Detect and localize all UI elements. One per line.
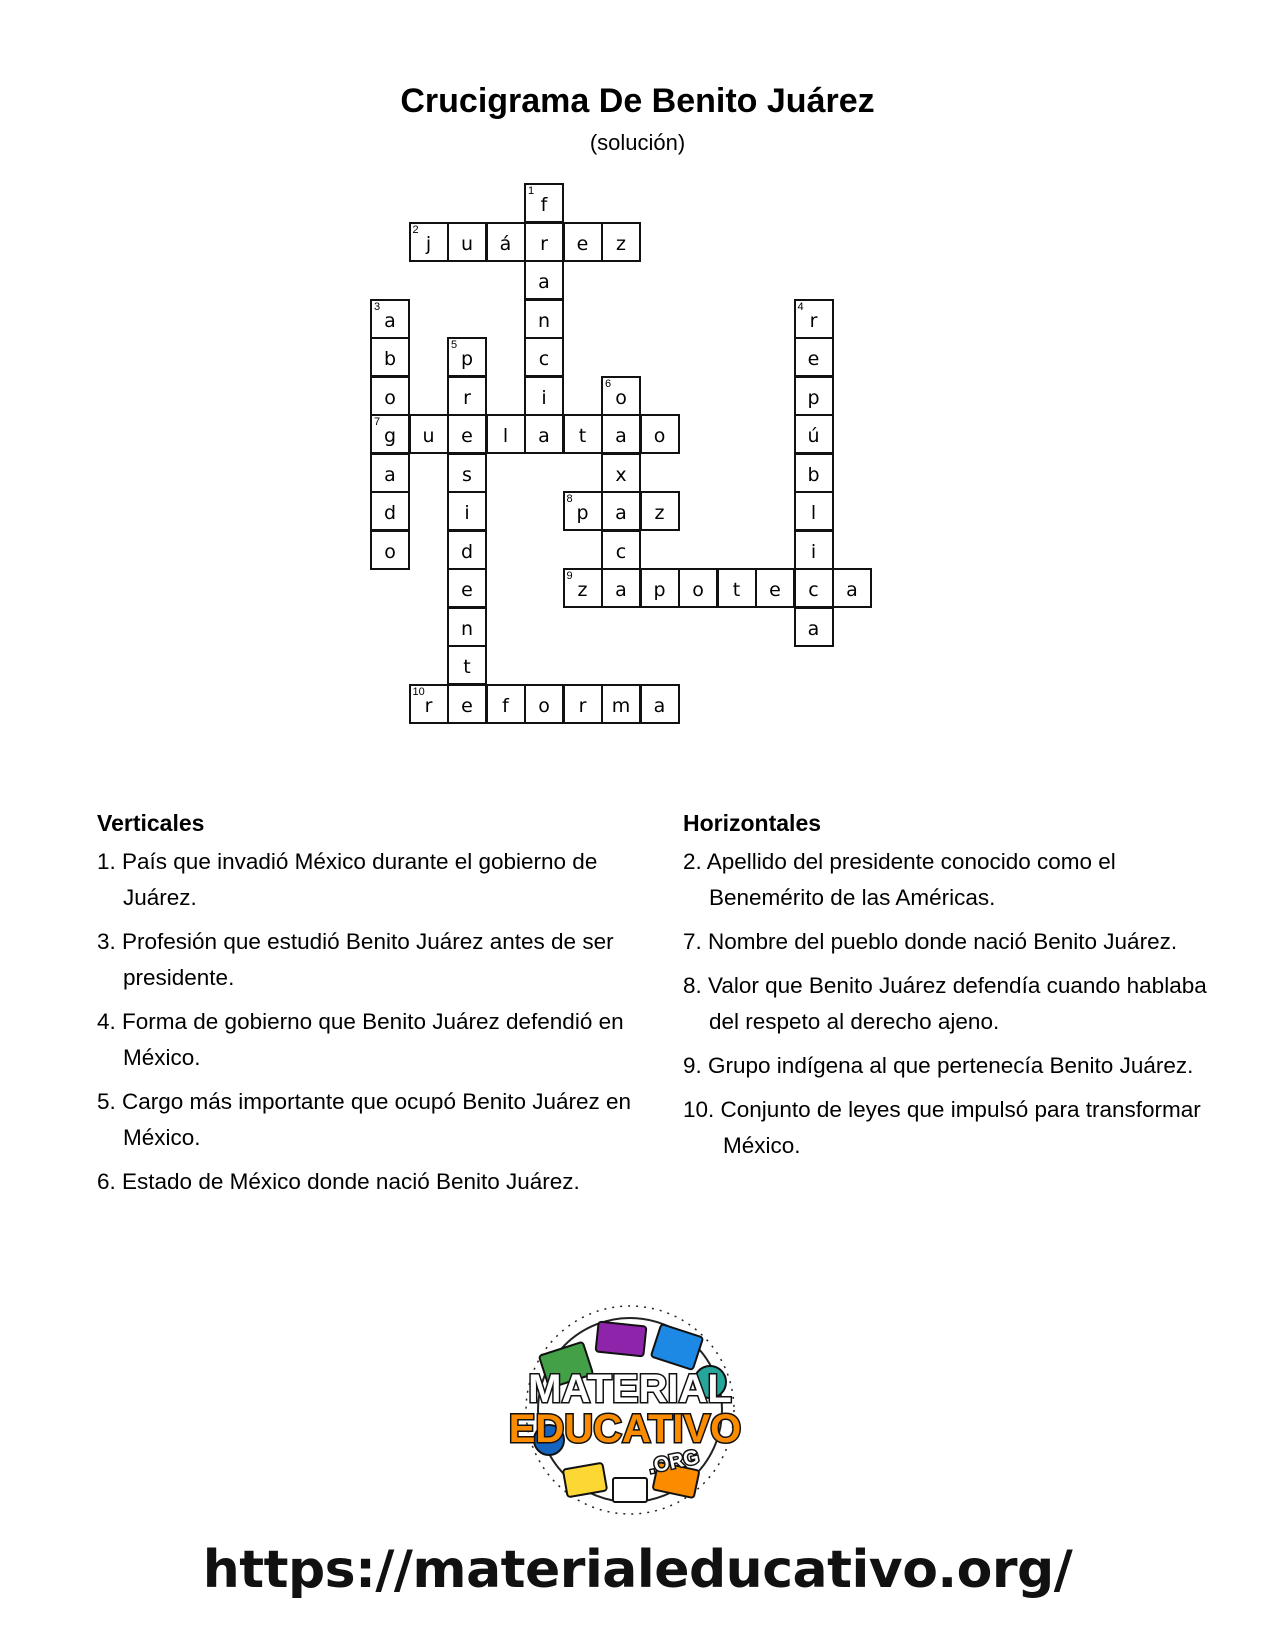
cell-letter: u bbox=[422, 425, 435, 447]
crossword-cell bbox=[524, 376, 564, 416]
crossword-cell bbox=[601, 453, 641, 493]
crossword-cell bbox=[486, 414, 526, 454]
crossword-cell bbox=[678, 568, 718, 608]
cell-letter: á bbox=[499, 232, 512, 255]
crossword-cell bbox=[370, 299, 410, 339]
logo-text-org: .ORG bbox=[646, 1446, 702, 1479]
cell-letter: a bbox=[653, 694, 666, 717]
cell-letter: s bbox=[462, 463, 472, 486]
cell-letter: e bbox=[461, 425, 473, 447]
cell-letter: c bbox=[538, 348, 550, 370]
crossword-cell bbox=[524, 684, 564, 724]
footer-url: https://materialeducativo.org/ bbox=[202, 1540, 1073, 1600]
cell-letter: t bbox=[463, 656, 471, 678]
cell-number: 3 bbox=[374, 300, 381, 313]
crossword-cell bbox=[601, 491, 641, 531]
clue-vertical-5: 5. Cargo más importante que ocupó Benito Juárez en México. bbox=[97, 1089, 632, 1150]
crossword-cell bbox=[601, 414, 641, 454]
crossword-cell bbox=[794, 530, 834, 570]
cell-number: 10 bbox=[412, 685, 425, 698]
crossword-cell bbox=[755, 568, 795, 608]
crossword-cell bbox=[409, 414, 449, 454]
cell-number: 6 bbox=[605, 377, 612, 390]
crossword-cell bbox=[601, 530, 641, 570]
horizontales-section bbox=[683, 808, 1223, 1172]
cell-letter: e bbox=[461, 579, 473, 601]
cell-letter: d bbox=[383, 502, 397, 524]
crossword-cell bbox=[447, 414, 487, 454]
cell-letter: c bbox=[615, 540, 627, 563]
cell-letter: p bbox=[653, 579, 666, 601]
cell-letter: a bbox=[615, 425, 627, 447]
crossword-cell bbox=[524, 222, 564, 262]
cell-number: 2 bbox=[412, 223, 419, 236]
cell-letter: r bbox=[809, 309, 818, 332]
cell-letter: b bbox=[807, 463, 820, 486]
crossword-cell bbox=[447, 568, 487, 608]
cell-letter: l bbox=[502, 425, 509, 447]
crossword-cell bbox=[524, 183, 564, 223]
cell-letter: u bbox=[460, 232, 474, 255]
crossword-cell bbox=[640, 414, 680, 454]
crossword-cell bbox=[563, 568, 603, 608]
crossword-cell bbox=[601, 684, 641, 724]
cell-letter: a bbox=[846, 579, 858, 601]
cell-letter: p bbox=[576, 502, 589, 524]
clue-horizontal-9: 9. Grupo indígena al que pertenecía Benito Juárez. bbox=[683, 1053, 1194, 1078]
crossword-cell bbox=[370, 337, 410, 377]
crossword-cell bbox=[409, 222, 449, 262]
cell-number: 9 bbox=[566, 570, 573, 582]
cell-letter: e bbox=[576, 232, 589, 255]
crossword-cell bbox=[447, 337, 487, 377]
crossword-cell bbox=[563, 684, 603, 724]
crossword-cell bbox=[370, 453, 410, 493]
horizontales-heading: Horizontales bbox=[683, 810, 822, 836]
crossword-cell bbox=[794, 491, 834, 531]
clue-horizontal-2: 2. Apellido del presidente conocido como el Benemérito de las Américas. bbox=[683, 849, 1116, 910]
crossword-cell bbox=[794, 376, 834, 416]
cell-letter: ú bbox=[807, 425, 820, 447]
cell-letter: r bbox=[424, 694, 433, 717]
material-educativo-logo bbox=[505, 1290, 755, 1530]
cell-letter: a bbox=[384, 463, 396, 486]
crossword-cell bbox=[486, 684, 526, 724]
cell-number: 5 bbox=[451, 339, 458, 351]
cell-number: 4 bbox=[797, 300, 804, 313]
crossword-cell bbox=[563, 222, 603, 262]
cell-letter: t bbox=[732, 579, 741, 601]
cell-letter: g bbox=[383, 425, 397, 447]
crossword-cell bbox=[524, 414, 564, 454]
page-title: Crucigrama De Benito Juárez bbox=[400, 82, 875, 120]
cell-letter: a bbox=[615, 579, 627, 601]
crossword-cell bbox=[447, 607, 487, 647]
crossword-cell bbox=[370, 414, 410, 454]
cell-letter: m bbox=[611, 694, 631, 717]
cell-letter: a bbox=[807, 617, 820, 640]
crossword-cell bbox=[370, 376, 410, 416]
crossword-cell bbox=[370, 491, 410, 531]
cell-letter: a bbox=[615, 502, 627, 524]
crossword-cell bbox=[601, 222, 641, 262]
clue-vertical-4: 4. Forma de gobierno que Benito Juárez defendió en México. bbox=[97, 1009, 624, 1070]
cell-letter: j bbox=[425, 232, 432, 255]
cell-letter: a bbox=[384, 309, 396, 332]
cell-letter: r bbox=[578, 694, 587, 717]
crossword-cell bbox=[794, 299, 834, 339]
crossword-cell bbox=[447, 530, 487, 570]
crossword-cell bbox=[486, 222, 526, 262]
crossword-cell bbox=[447, 684, 487, 724]
crossword-cell bbox=[832, 568, 872, 608]
crossword-cell bbox=[717, 568, 757, 608]
crossword-cell bbox=[794, 414, 834, 454]
crossword-cell bbox=[794, 337, 834, 377]
cell-letter: d bbox=[460, 540, 474, 563]
crossword-cell bbox=[524, 337, 564, 377]
cell-letter: o bbox=[384, 540, 396, 563]
cell-letter: f bbox=[502, 694, 509, 717]
cell-letter: p bbox=[807, 386, 820, 409]
cell-letter: o bbox=[384, 386, 396, 409]
cell-letter: n bbox=[460, 617, 474, 640]
crossword-cell bbox=[563, 414, 603, 454]
crossword-cell bbox=[447, 491, 487, 531]
cell-letter: z bbox=[577, 579, 588, 601]
crossword-cell bbox=[794, 607, 834, 647]
crossword-cell bbox=[370, 530, 410, 570]
crossword-cell bbox=[640, 568, 680, 608]
verticales-heading: Verticales bbox=[97, 810, 205, 836]
cell-letter: n bbox=[537, 309, 551, 332]
crossword-cell bbox=[601, 376, 641, 416]
crossword-cell bbox=[409, 684, 449, 724]
page-subtitle: (solución) bbox=[589, 130, 686, 155]
cell-letter: z bbox=[616, 232, 626, 255]
crossword-cell bbox=[524, 260, 564, 300]
cell-letter: o bbox=[538, 694, 550, 717]
cell-number: 8 bbox=[566, 493, 573, 505]
crossword-cell bbox=[794, 568, 834, 608]
cell-letter: r bbox=[463, 386, 471, 409]
cell-letter: c bbox=[808, 579, 819, 601]
crossword-cell bbox=[447, 645, 487, 685]
cell-number: 1 bbox=[528, 185, 535, 197]
logo-text-educativo: EDUCATIVO bbox=[508, 1407, 742, 1451]
cell-letter: e bbox=[769, 579, 781, 601]
cell-number: 7 bbox=[374, 416, 381, 428]
clue-horizontal-10: 10. Conjunto de leyes que impulsó para transformar México. bbox=[683, 1097, 1201, 1158]
clue-horizontal-8: 8. Valor que Benito Juárez defendía cuando hablaba del respeto al derecho ajeno. bbox=[683, 973, 1207, 1034]
cell-letter: i bbox=[464, 502, 470, 524]
crossword-cell bbox=[524, 299, 564, 339]
crossword-cell bbox=[447, 453, 487, 493]
cell-letter: z bbox=[654, 502, 665, 524]
crossword-cell bbox=[640, 684, 680, 724]
cell-letter: l bbox=[810, 502, 817, 524]
cell-letter: o bbox=[653, 425, 666, 447]
cell-letter: a bbox=[538, 271, 550, 293]
cell-letter: a bbox=[538, 425, 550, 447]
crossword-cell bbox=[563, 491, 603, 531]
cell-letter: t bbox=[578, 425, 587, 447]
cell-letter: e bbox=[807, 348, 820, 370]
verticales-section bbox=[97, 808, 637, 1208]
clue-vertical-3: 3. Profesión que estudió Benito Juárez antes de ser presidente. bbox=[97, 929, 614, 990]
clue-horizontal-7: 7. Nombre del pueblo donde nació Benito Juárez. bbox=[683, 929, 1178, 954]
cell-letter: e bbox=[461, 694, 473, 717]
cell-letter: i bbox=[810, 540, 817, 563]
cell-letter: x bbox=[615, 463, 627, 486]
crossword-cell bbox=[447, 376, 487, 416]
cell-letter: p bbox=[460, 348, 474, 370]
cell-letter: r bbox=[540, 232, 548, 255]
cell-letter: i bbox=[541, 386, 547, 409]
crossword-cell bbox=[640, 491, 680, 531]
clue-vertical-1: 1. País que invadió México durante el gobierno de Juárez. bbox=[97, 849, 598, 910]
crossword-cell bbox=[447, 222, 487, 262]
crossword-cell bbox=[794, 453, 834, 493]
cell-letter: o bbox=[615, 386, 627, 409]
cell-letter: o bbox=[692, 579, 704, 601]
cell-letter: f bbox=[540, 194, 548, 216]
logo-text-material: MATERIAL bbox=[528, 1367, 732, 1411]
crossword-cell bbox=[601, 568, 641, 608]
crossword-grid bbox=[0, 0, 1275, 780]
cell-letter: b bbox=[383, 348, 397, 370]
clue-vertical-6: 6. Estado de México donde nació Benito Juárez. bbox=[97, 1169, 580, 1194]
